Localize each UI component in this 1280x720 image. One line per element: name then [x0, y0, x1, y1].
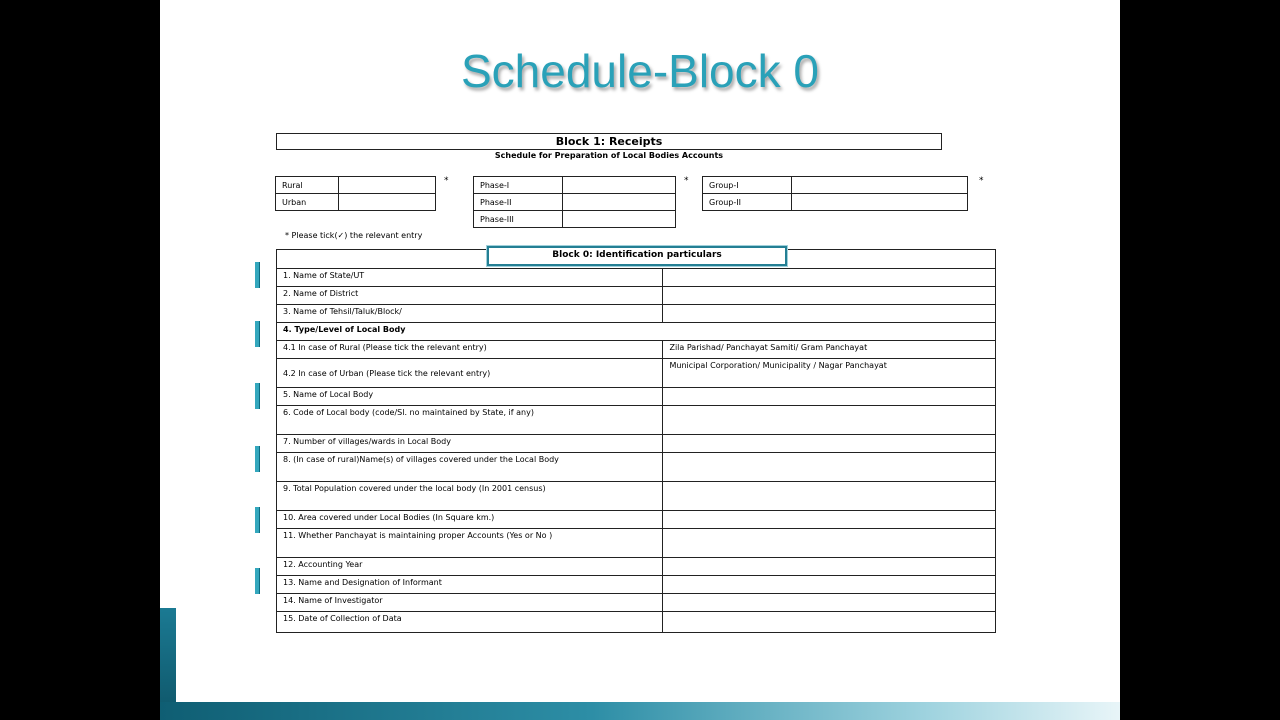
row-label: 6. Code of Local body (code/Sl. no maintained by State, if any) — [277, 406, 663, 435]
row-label: 15. Date of Collection of Data — [277, 612, 663, 633]
star-mark: * — [684, 176, 689, 186]
row-value — [663, 558, 996, 576]
row-label: 12. Accounting Year — [277, 558, 663, 576]
form-subtitle: Schedule for Preparation of Local Bodies Accounts — [494, 151, 724, 160]
row-value — [663, 612, 996, 633]
tick-box — [339, 177, 436, 194]
tick-box — [339, 194, 436, 211]
row-value — [663, 287, 996, 305]
row-label: 5. Name of Local Body — [277, 388, 663, 406]
phase-2: Phase-II — [474, 194, 563, 211]
row-label: 4.1 In case of Rural (Please tick the relevant entry) — [277, 341, 663, 359]
row-value — [663, 594, 996, 612]
row-value — [663, 576, 996, 594]
bullet-marker — [255, 321, 259, 347]
row-value: Municipal Corporation/ Municipality / Nagar Panchayat — [663, 359, 996, 388]
tick-box — [563, 177, 676, 194]
group-table — [702, 176, 968, 211]
star-mark: * — [979, 176, 984, 186]
bullet-marker — [255, 507, 259, 533]
row-value — [663, 269, 996, 287]
row-value — [663, 435, 996, 453]
row-label: 3. Name of Tehsil/Taluk/Block/ — [277, 305, 663, 323]
slide-title: Schedule-Block 0 — [461, 45, 819, 97]
group-1: Group-I — [703, 177, 792, 194]
row-value — [663, 453, 996, 482]
row-label: 2. Name of District — [277, 287, 663, 305]
row-label: 1. Name of State/UT — [277, 269, 663, 287]
row-value — [663, 482, 996, 511]
row-value: Zila Parishad/ Panchayat Samiti/ Gram Panchayat — [663, 341, 996, 359]
identification-table — [276, 249, 996, 633]
row-label: 4. Type/Level of Local Body — [277, 323, 996, 341]
row-label: 9. Total Population covered under the local body (In 2001 census) — [277, 482, 663, 511]
row-label: 4.2 In case of Urban (Please tick the relevant entry) — [277, 359, 663, 388]
area-table — [275, 176, 436, 211]
row-value — [663, 529, 996, 558]
area-rural: Rural — [276, 177, 339, 194]
area-urban: Urban — [276, 194, 339, 211]
phase-table — [473, 176, 676, 228]
row-label: 13. Name and Designation of Informant — [277, 576, 663, 594]
phase-3: Phase-III — [474, 211, 563, 228]
row-value — [663, 305, 996, 323]
block0-title: Block 0: Identification particulars — [487, 246, 787, 266]
bullet-marker — [255, 568, 259, 594]
row-value — [663, 406, 996, 435]
group-2: Group-II — [703, 194, 792, 211]
row-label: 11. Whether Panchayat is maintaining proper Accounts (Yes or No ) — [277, 529, 663, 558]
bullet-marker — [255, 383, 259, 409]
row-label: 10. Area covered under Local Bodies (In Square km.) — [277, 511, 663, 529]
slide-footer-band — [160, 702, 1120, 720]
tick-box — [792, 177, 968, 194]
bullet-marker — [255, 262, 259, 288]
slide — [160, 0, 1120, 720]
tick-box — [563, 211, 676, 228]
tick-box — [563, 194, 676, 211]
row-label: 7. Number of villages/wards in Local Body — [277, 435, 663, 453]
block1-title: Block 1: Receipts — [276, 133, 942, 150]
phase-1: Phase-I — [474, 177, 563, 194]
row-label: 8. (In case of rural)Name(s) of villages covered under the Local Body — [277, 453, 663, 482]
row-label: 14. Name of Investigator — [277, 594, 663, 612]
row-value — [663, 388, 996, 406]
row-value — [663, 511, 996, 529]
star-mark: * — [444, 176, 449, 186]
tick-note: * Please tick(✓) the relevant entry — [285, 231, 423, 240]
bullet-marker — [255, 446, 259, 472]
tick-box — [792, 194, 968, 211]
